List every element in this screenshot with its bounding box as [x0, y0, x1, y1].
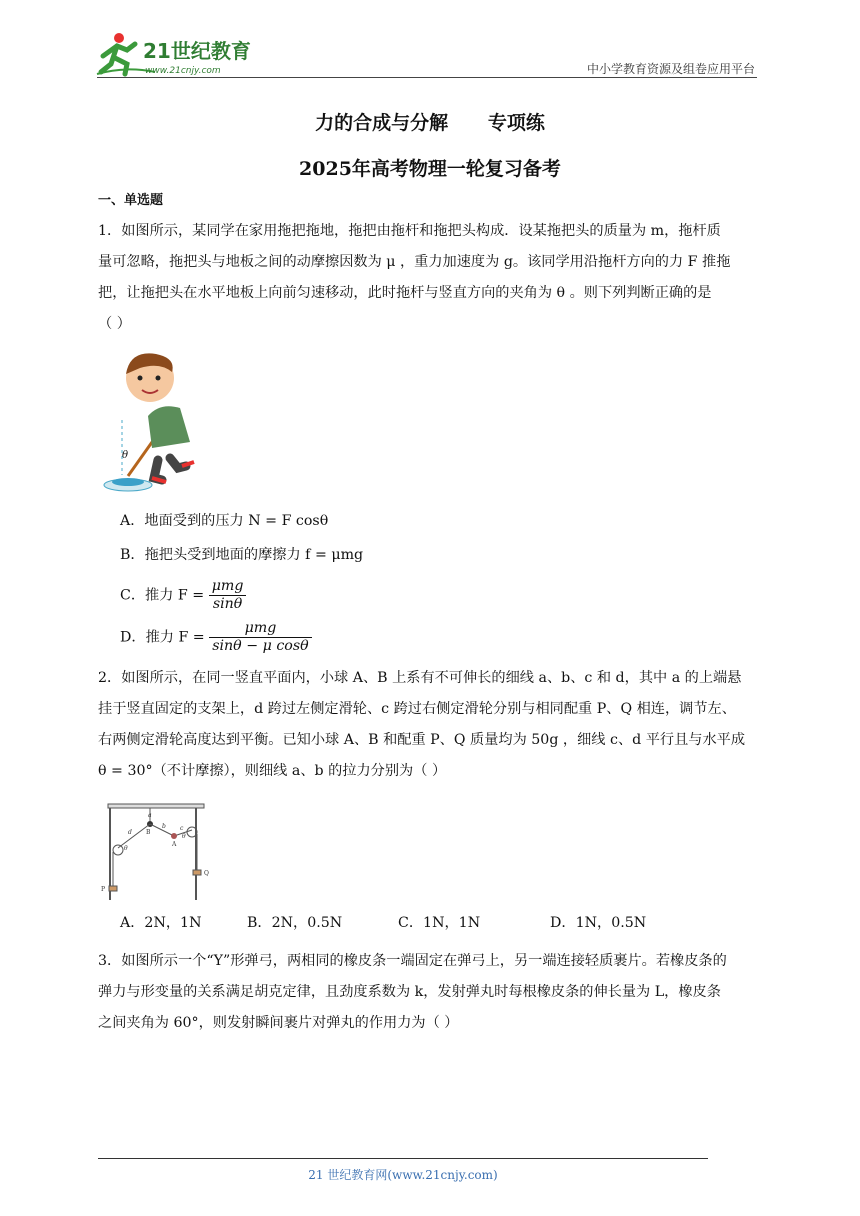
label-Q: Q	[204, 870, 209, 877]
option-d-fraction: $\frac{\text{μmg}}{\text{sinθ − μ cosθ}}$	[209, 620, 311, 655]
question-3-line: 3．如图所示一个“Y”形弹弓，两相同的橡皮条一端固定在弹弓上，另一端连接轻质裹片。若橡皮条的	[98, 953, 727, 969]
label-theta-right: θ	[182, 833, 186, 840]
question-1-option-c[interactable]	[120, 578, 246, 613]
question-2-line: 2．如图所示，在同一竖直平面内，小球 A、B 上系有不可伸长的细线 a、b、c 和 d，其中 a 的上端悬	[98, 670, 742, 686]
footer-link[interactable]: 21 世纪教育网(www.21cnjy.com)	[308, 1168, 498, 1182]
question-3-line: 弹力与形变量的关系满足胡克定律，且劲度系数为 k，发射弹丸时每根橡皮条的伸长量为 L，橡皮条	[98, 984, 721, 1000]
question-1-line: 量可忽略，拖把头与地板之间的动摩擦因数为 μ ，重力加速度为 g。该同学用沿拖杆方向的力 F 推拖	[98, 254, 731, 270]
label-P: P	[101, 886, 106, 893]
question-2-line: θ = 30°（不计摩擦），则细线 a、b 的拉力分别为（ ）	[98, 763, 447, 779]
option-c-fraction: $\frac{\text{μmg}}{\sin\theta}$	[209, 578, 247, 613]
question-1	[98, 216, 760, 340]
footer-divider	[98, 1158, 708, 1159]
label-B: B	[146, 829, 151, 836]
question-1-option-a[interactable]: A．地面受到的压力 N = F cosθ	[120, 513, 329, 529]
label-A: A	[172, 841, 177, 848]
question-1-line: 1．如图所示，某同学在家用拖把拖地，拖把由拖杆和拖把头构成．设某拖把头的质量为 m，拖杆质	[98, 223, 721, 239]
section-heading: 一、单选题	[98, 193, 164, 208]
header-divider	[97, 77, 757, 78]
page-subtitle: 2025年高考物理一轮复习备考	[299, 158, 561, 180]
question-1-option-b[interactable]: B．拖把头受到地面的摩擦力 f = μmg	[120, 547, 364, 563]
question-2-line: 挂于竖直固定的支架上，d 跨过左侧定滑轮、c 跨过右侧定滑轮分别与相同配重 P、Q 相连，调节左、	[98, 701, 736, 717]
question-2-line: 右两侧定滑轮高度达到平衡。已知小球 A、B 和配重 P、Q 质量均为 50g ，细线 c、d 平行且与水平成	[98, 732, 746, 748]
question-3	[98, 946, 760, 1039]
question-2	[98, 663, 760, 787]
label-theta-left: θ	[124, 845, 128, 852]
svg-text:θ: θ	[122, 450, 129, 461]
question-1-line: 把，让拖把头在水平地板上向前匀速移动，此时拖杆与竖直方向的夹角为 θ 。则下列判断正确的是	[98, 285, 712, 301]
label-a: a	[148, 812, 152, 819]
option-c-prefix: C．推力 F =	[120, 587, 205, 604]
mopping-boy-figure	[100, 350, 200, 495]
option-d-prefix: D．推力 F =	[120, 629, 205, 646]
question-1-line: （ ）	[98, 316, 131, 332]
svg-text:21世纪教育: 21世纪教育	[143, 39, 251, 63]
pulley-system-figure	[100, 800, 215, 905]
question-2-option-c[interactable]: C．1N，1N	[398, 915, 481, 931]
question-2-option-b[interactable]: B．2N，0.5N	[247, 915, 343, 931]
label-d: d	[128, 829, 132, 836]
page-title: 力的合成与分解 专项练	[315, 112, 545, 134]
question-1-option-d[interactable]	[120, 620, 312, 655]
svg-text:www.21cnjy.com: www.21cnjy.com	[145, 66, 221, 76]
label-c: c	[180, 825, 184, 832]
question-2-option-d[interactable]: D．1N，0.5N	[550, 915, 647, 931]
platform-name: 中小学教育资源及组卷应用平台	[586, 62, 755, 76]
question-3-line: 之间夹角为 60°，则发射瞬间裹片对弹丸的作用力为（ ）	[98, 1015, 459, 1031]
question-2-option-a[interactable]: A．2N，1N	[120, 915, 202, 931]
label-b: b	[162, 823, 166, 830]
site-logo	[95, 30, 265, 78]
